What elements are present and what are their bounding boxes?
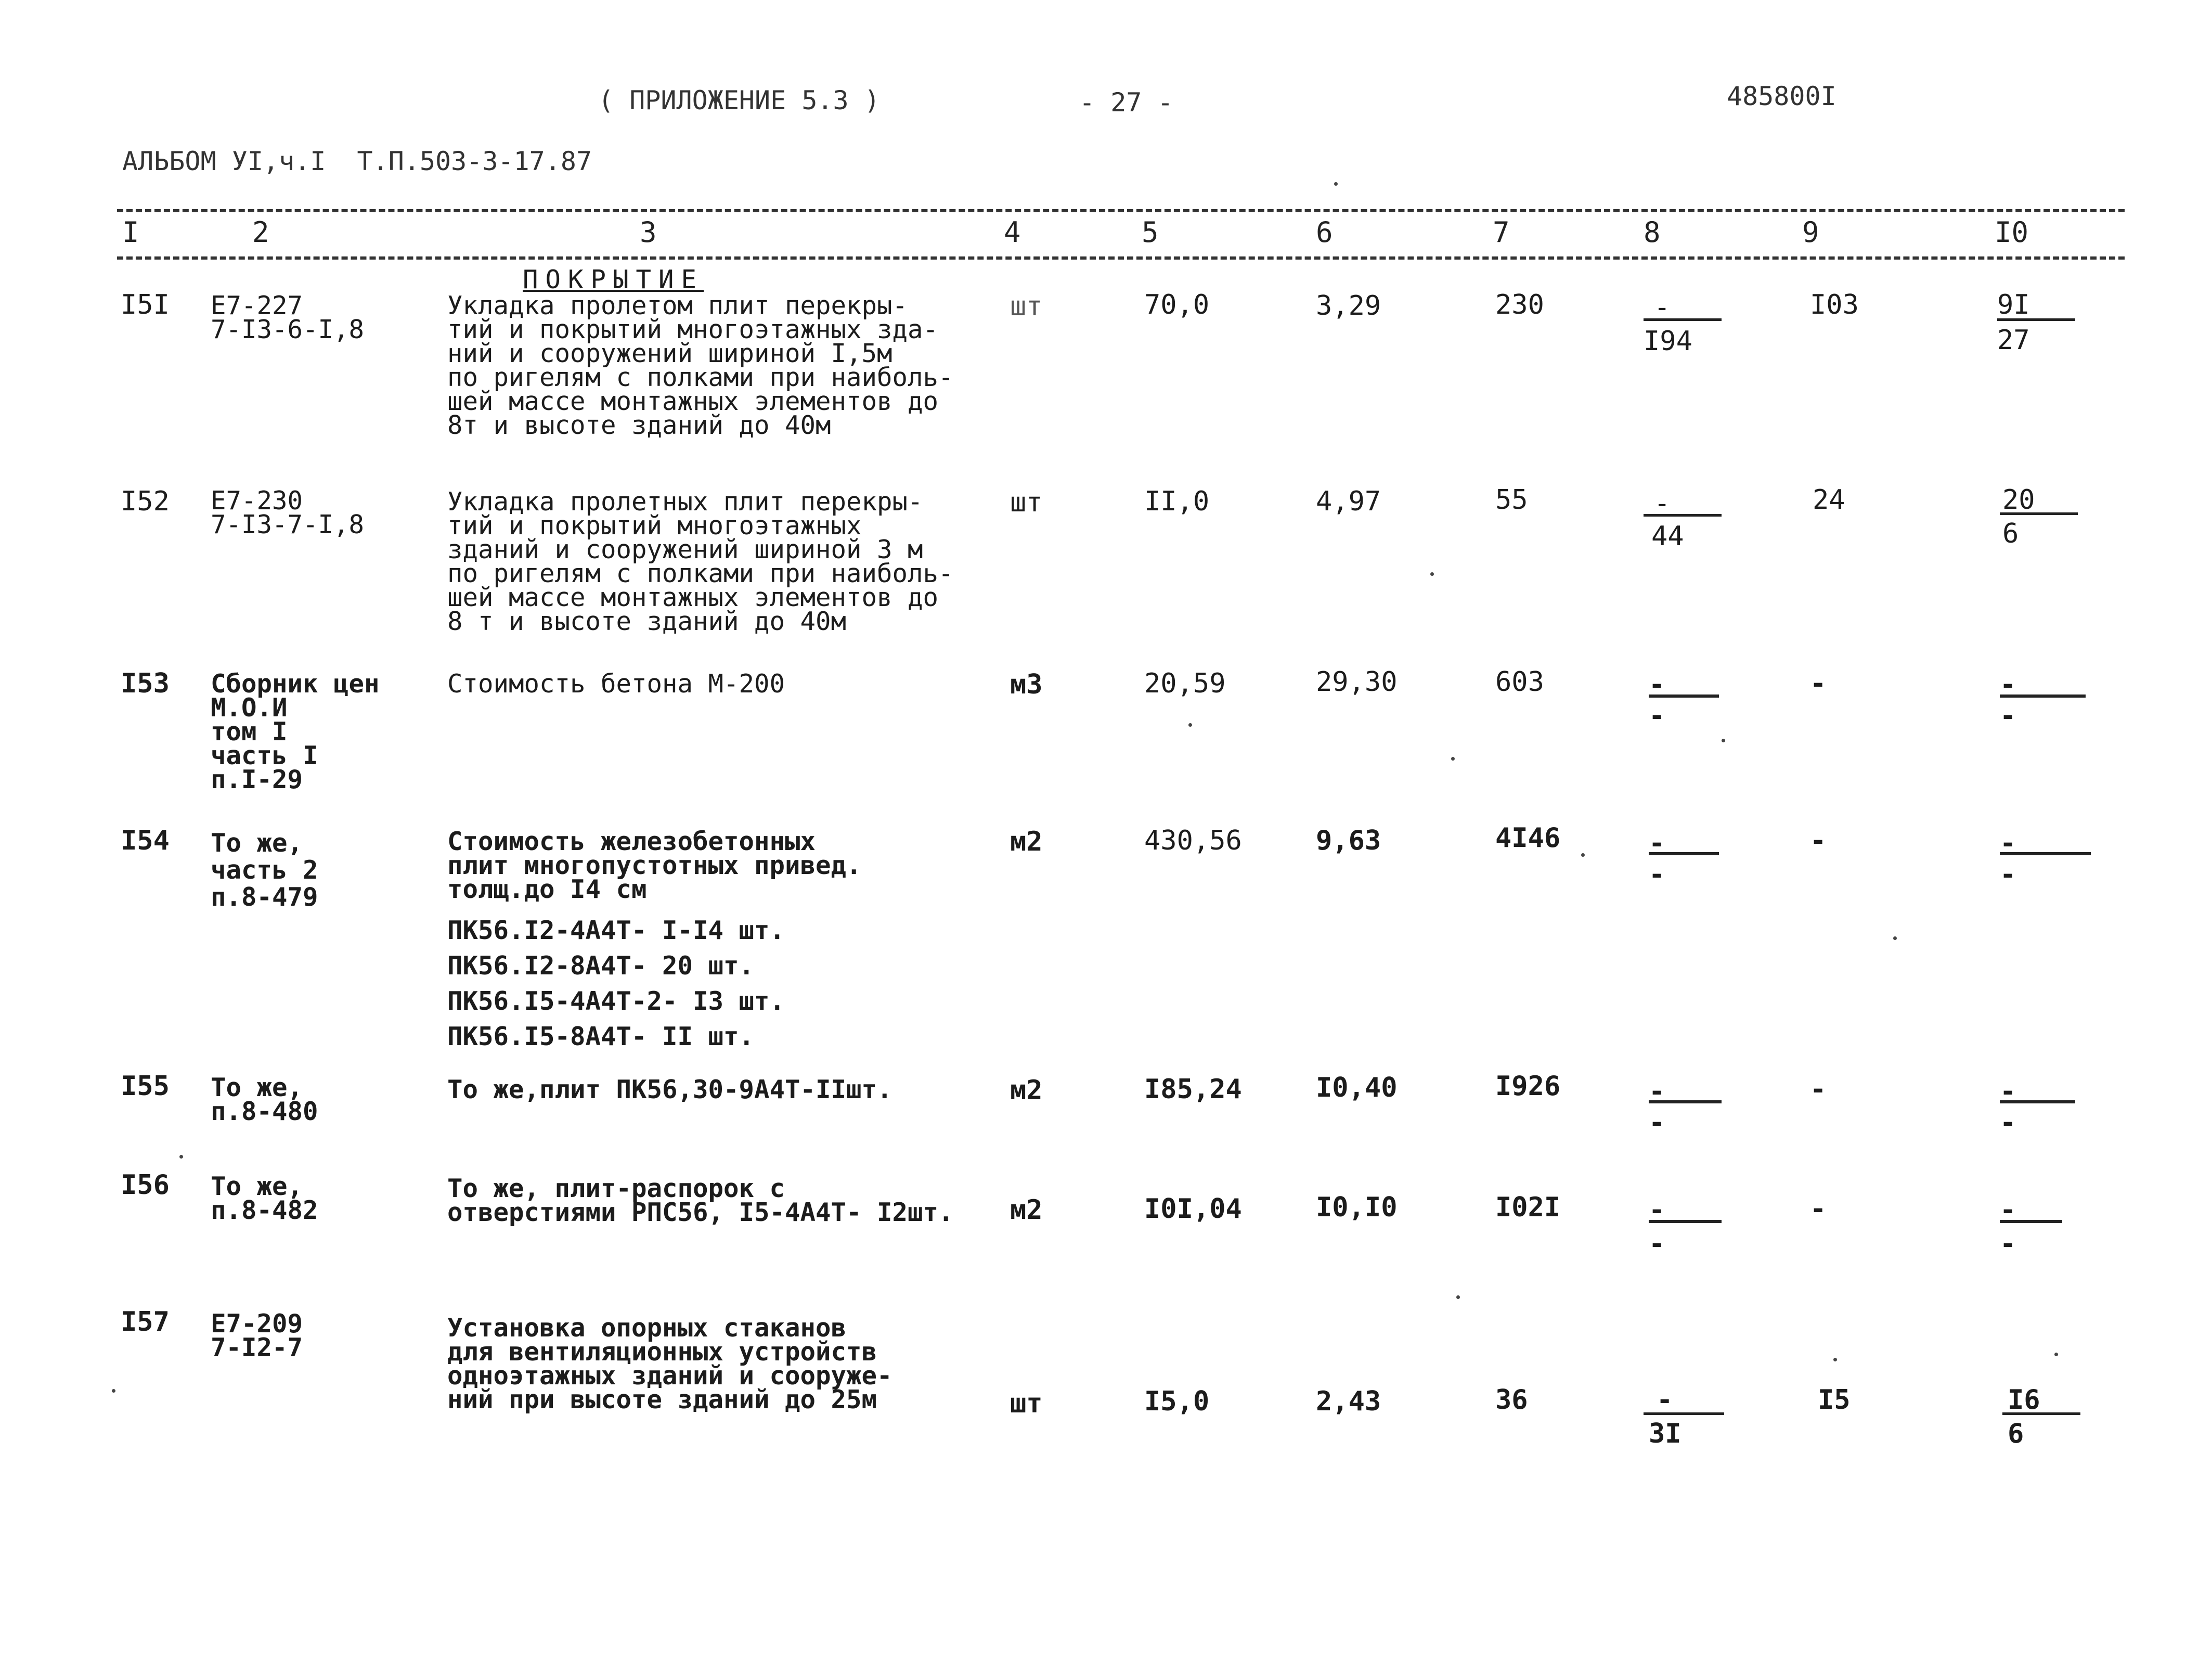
col8-top: - — [1654, 488, 1671, 519]
row-unit-price: 2,43 — [1316, 1386, 1381, 1417]
col8-top: - — [1654, 292, 1671, 323]
col8-top: - — [1657, 1384, 1673, 1416]
col8-fraction-line — [1649, 852, 1719, 855]
description-line: Укладка пролетом плит перекры- — [447, 291, 908, 320]
row-total: I02I — [1495, 1192, 1561, 1223]
scan-speck — [1188, 723, 1192, 727]
column-header-3: 3 — [640, 216, 657, 249]
row-description: То же,плит ПК56,30-9А4Т-IIшт. — [447, 1075, 892, 1104]
row-description — [447, 291, 954, 440]
row-total: 4I46 — [1495, 822, 1561, 854]
col9-value: 24 — [1813, 484, 1845, 516]
scan-speck — [112, 1389, 115, 1393]
album-reference: АЛЬБОМ УI,ч.I Т.П.503-3-17.87 — [122, 146, 592, 176]
col8-bottom: - — [1649, 700, 1665, 731]
col8-fraction-line — [1644, 318, 1722, 321]
description-line: ний при высоте зданий до 25м — [447, 1385, 877, 1414]
code-line: часть I — [211, 741, 318, 770]
description-line: зданий и сооружений шириной 3 м — [447, 535, 923, 564]
document-number: 485800I — [1727, 81, 1836, 111]
code-line: п.8-480 — [211, 1097, 318, 1126]
description-line: по ригелям с полками при наиболь- — [447, 559, 954, 588]
row-description — [447, 827, 862, 904]
row-number: I55 — [121, 1071, 170, 1102]
col8-top: - — [1649, 828, 1665, 859]
col8-fraction-line — [1649, 1220, 1722, 1223]
description-line: тий и покрытий многоэтажных — [447, 511, 862, 541]
row-unit-price: I0,40 — [1316, 1072, 1398, 1103]
row-total: 55 — [1495, 484, 1528, 516]
row-description — [447, 1174, 954, 1227]
code-line: То же, — [211, 1172, 303, 1201]
col9-value: - — [1810, 1193, 1827, 1225]
description-line: 8т и высоте зданий до 40м — [447, 410, 831, 440]
row-unit: м2 — [1010, 826, 1043, 857]
code-line: п.8-479 — [211, 882, 318, 912]
row-number: I56 — [121, 1169, 170, 1201]
row-total: I926 — [1495, 1071, 1561, 1102]
scan-speck — [1430, 572, 1434, 576]
slab-item: ПК56.I5-8А4Т- II шт. — [447, 1022, 755, 1051]
col10-top: - — [2000, 669, 2016, 700]
col9-value: - — [1810, 825, 1827, 856]
row-quantity: I5,0 — [1144, 1386, 1210, 1417]
row-quantity: I85,24 — [1144, 1074, 1242, 1105]
scan-speck — [1334, 182, 1338, 186]
col10-fraction-line — [1997, 318, 2075, 321]
row-unit-price: 3,29 — [1316, 290, 1381, 321]
column-header-5: 5 — [1142, 216, 1159, 249]
col10-fraction-line — [2000, 852, 2091, 855]
row-unit: м2 — [1010, 1194, 1043, 1226]
col10-fraction-line — [2000, 1100, 2075, 1103]
row-unit: шт — [1010, 291, 1043, 322]
description-line: Установка опорных стаканов — [447, 1313, 847, 1343]
column-header-9: 9 — [1802, 216, 1819, 249]
description-line: То же, плит-распорок с — [447, 1174, 785, 1203]
col8-top: - — [1649, 1194, 1665, 1226]
col8-bottom: - — [1649, 1228, 1665, 1259]
code-line: п.I-29 — [211, 765, 303, 794]
row-unit: шт — [1010, 487, 1043, 518]
scan-speck — [1581, 853, 1585, 857]
row-quantity: 20,59 — [1144, 668, 1226, 699]
description-line: шей массе монтажных элементов до — [447, 583, 939, 612]
code-line: том I — [211, 717, 288, 747]
code-line: М.О.И — [211, 693, 288, 723]
code-line: Е7-227 — [211, 291, 303, 320]
row-quantity: 430,56 — [1144, 825, 1242, 856]
row-code — [211, 1309, 303, 1362]
row-quantity: 70,0 — [1144, 289, 1210, 320]
code-line: Е7-230 — [211, 486, 303, 516]
row-code — [211, 1172, 318, 1225]
col8-bottom: I94 — [1644, 326, 1692, 357]
description-line: одноэтажных зданий и сооруже- — [447, 1361, 892, 1391]
row-code — [211, 830, 318, 911]
col10-top: - — [2000, 828, 2016, 859]
description-line: плит многопустотных привед. — [447, 851, 862, 880]
slab-item: ПК56.I5-4А4Т-2- I3 шт. — [447, 986, 785, 1016]
col10-bottom: 6 — [2008, 1418, 2024, 1449]
column-header-1: I — [122, 216, 139, 249]
row-code — [211, 1073, 318, 1126]
col10-fraction-line — [2000, 1220, 2062, 1223]
col10-bottom: - — [2000, 700, 2016, 731]
row-unit-price: I0,I0 — [1316, 1192, 1398, 1223]
scan-speck — [1451, 757, 1455, 761]
col10-top: I6 — [2008, 1384, 2040, 1416]
col10-bottom: 27 — [1997, 325, 2030, 356]
col8-top: - — [1649, 669, 1665, 700]
row-number: I54 — [121, 825, 170, 856]
row-number: I57 — [121, 1306, 170, 1338]
scan-speck — [1722, 739, 1725, 742]
table-header-rule — [117, 256, 2125, 260]
description-line: по ригелям с полками при наиболь- — [447, 363, 954, 392]
col10-bottom: - — [2000, 1107, 2016, 1138]
row-unit-price: 4,97 — [1316, 486, 1381, 517]
col10-bottom: - — [2000, 1228, 2016, 1259]
code-line: 7-I2-7 — [211, 1333, 303, 1362]
row-number: I5I — [121, 289, 170, 320]
column-header-4: 4 — [1004, 216, 1021, 249]
col10-fraction-line — [2000, 512, 2078, 515]
code-line: часть 2 — [211, 855, 318, 885]
scan-speck — [179, 1155, 183, 1159]
scan-speck — [2054, 1353, 2058, 1356]
row-unit: шт — [1010, 1388, 1043, 1419]
col10-bottom: 6 — [2002, 518, 2019, 549]
col10-fraction-line — [2000, 695, 2086, 698]
slab-list — [447, 913, 785, 1054]
code-line: То же, — [211, 1073, 303, 1102]
row-unit: м2 — [1010, 1075, 1043, 1106]
section-title: ПОКРЫТИЕ — [523, 265, 704, 294]
slab-item: ПК56.I2-4А4Т- I-I4 шт. — [447, 916, 785, 945]
col10-top: - — [2000, 1194, 2016, 1226]
description-line: 8 т и высоте зданий до 40м — [447, 607, 847, 636]
col8-top: - — [1649, 1076, 1665, 1107]
page-number: - 27 - — [1079, 87, 1173, 118]
col9-value: - — [1810, 668, 1827, 699]
row-quantity: I0I,04 — [1144, 1193, 1242, 1225]
row-number: I53 — [121, 668, 170, 699]
row-unit-price: 9,63 — [1316, 825, 1381, 856]
col10-top: 20 — [2002, 484, 2035, 516]
appendix-label: ( ПРИЛОЖЕНИЕ 5.3 ) — [598, 85, 880, 115]
row-quantity: II,0 — [1144, 486, 1210, 517]
row-description — [447, 1313, 892, 1414]
row-description: Стоимость бетона М-200 — [447, 669, 785, 699]
column-header-2: 2 — [252, 216, 269, 249]
description-line: шей массе монтажных элементов до — [447, 387, 939, 416]
col8-fraction-line — [1644, 514, 1722, 517]
description-line: для вентиляционных устройств — [447, 1337, 877, 1367]
col8-fraction-line — [1649, 695, 1719, 698]
row-unit-price: 29,30 — [1316, 666, 1398, 698]
code-line: То же, — [211, 828, 303, 858]
column-header-8: 8 — [1644, 216, 1661, 249]
col9-value: I5 — [1818, 1384, 1851, 1416]
code-line: Е7-209 — [211, 1309, 303, 1339]
col10-fraction-line — [2002, 1412, 2080, 1415]
column-header-10: I0 — [1995, 216, 2029, 249]
row-number: I52 — [121, 486, 170, 517]
row-total: 230 — [1495, 289, 1544, 320]
col9-value: I03 — [1810, 289, 1859, 320]
row-total: 36 — [1495, 1384, 1528, 1416]
column-header-6: 6 — [1316, 216, 1333, 249]
row-total: 603 — [1495, 666, 1544, 698]
description-line: ний и сооружений шириной I,5м — [447, 339, 892, 368]
description-line: Укладка пролетных плит перекры- — [447, 487, 923, 517]
row-description — [447, 487, 954, 636]
col8-bottom: - — [1649, 859, 1665, 890]
code-line: п.8-482 — [211, 1195, 318, 1225]
col8-bottom: 3I — [1649, 1418, 1681, 1449]
description-line: тий и покрытий многоэтажных зда- — [447, 315, 939, 344]
col8-fraction-line — [1649, 1100, 1722, 1103]
row-unit: м3 — [1010, 669, 1043, 700]
column-header-7: 7 — [1493, 216, 1510, 249]
code-line: 7-I3-7-I,8 — [211, 510, 365, 539]
code-line: Сборник цен — [211, 669, 380, 699]
scan-speck — [1893, 936, 1897, 940]
scan-speck — [1833, 1358, 1837, 1361]
row-code — [211, 669, 380, 794]
col8-bottom: - — [1649, 1107, 1665, 1138]
code-line: 7-I3-6-I,8 — [211, 315, 365, 344]
scan-speck — [1456, 1295, 1460, 1299]
col10-top: - — [2000, 1076, 2016, 1107]
slab-item: ПК56.I2-8А4Т- 20 шт. — [447, 951, 755, 981]
description-line: толщ.до I4 см — [447, 874, 647, 904]
table-top-rule — [117, 209, 2125, 212]
row-code — [211, 291, 365, 344]
row-code — [211, 486, 365, 539]
col10-bottom: - — [2000, 859, 2016, 890]
col8-fraction-line — [1644, 1412, 1724, 1415]
col8-bottom: 44 — [1651, 521, 1684, 552]
description-line: Стоимость железобетонных — [447, 827, 816, 856]
col9-value: - — [1810, 1074, 1827, 1105]
description-line: отверстиями РПС56, I5-4А4Т- I2шт. — [447, 1198, 954, 1227]
col10-top: 9I — [1997, 289, 2030, 320]
